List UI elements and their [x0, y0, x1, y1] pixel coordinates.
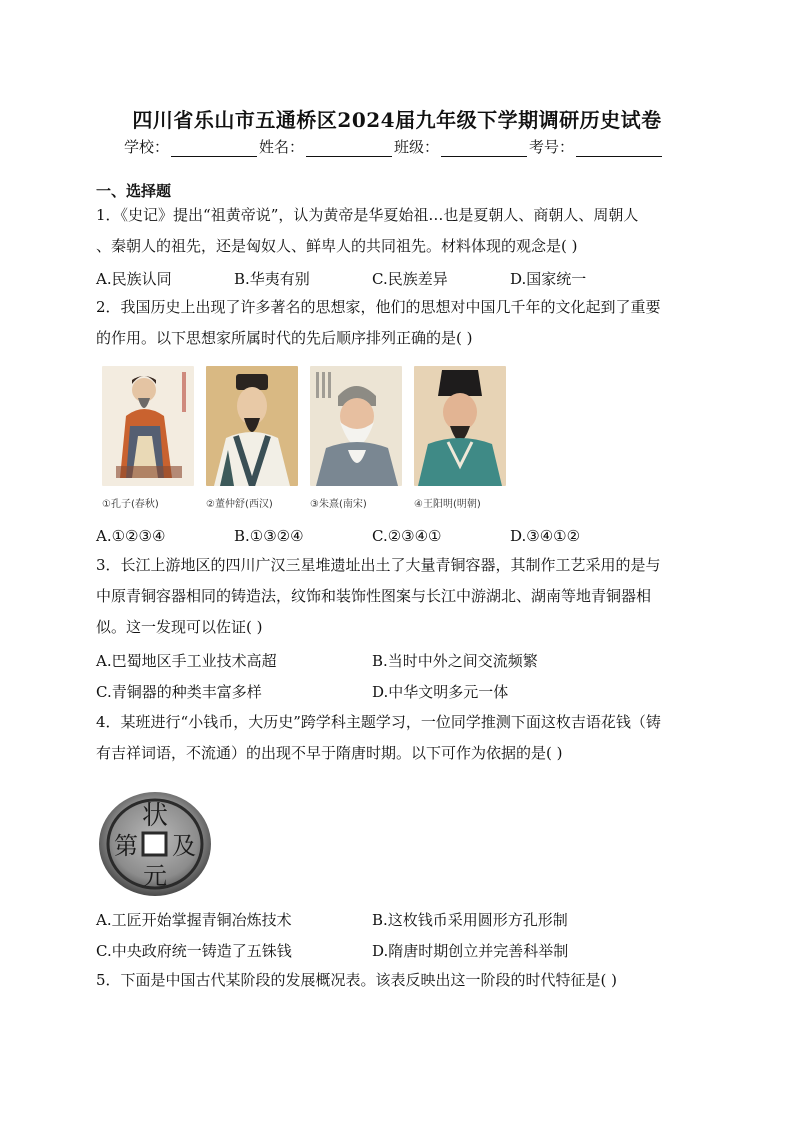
coin-char-left: 第: [114, 832, 138, 860]
option-c[interactable]: C.民族差异: [372, 270, 448, 288]
option-c[interactable]: C.②③④①: [372, 527, 442, 545]
question-3-options-row-2: [96, 681, 706, 702]
option-b[interactable]: B.①③②④: [234, 527, 304, 545]
question-line: 3．长江上游地区的四川广汉三星堆遗址出土了大量青铜容器，其制作工艺采用的是与: [96, 556, 661, 574]
question-2-stem: [96, 292, 706, 354]
question-line: 有吉祥词语，不流通）的出现不早于隋唐时期。以下可作为依据的是( ): [96, 744, 563, 762]
portrait-caption: ④王阳明(明朝): [414, 499, 481, 510]
class-blank[interactable]: [441, 141, 527, 157]
question-line: 5．下面是中国古代某阶段的发展概况表。该表反映出这一阶段的时代特征是( ): [96, 971, 618, 989]
option-d[interactable]: D.隋唐时期创立并完善科举制: [372, 942, 569, 960]
student-info-row: [124, 136, 664, 157]
coin-char-right: 及: [172, 832, 196, 860]
question-line: 4．某班进行“小钱币，大历史”跨学科主题学习，一位同学推测下面这枚吉语花钱（铸: [96, 713, 661, 731]
question-1-stem: [96, 200, 706, 262]
option-d[interactable]: D.③④①②: [510, 527, 581, 545]
option-b[interactable]: B.这枚钱币采用圆形方孔形制: [372, 911, 568, 929]
exam-number-blank[interactable]: [576, 141, 662, 157]
question-line: 中原青铜容器相同的铸造法，纹饰和装饰性图案与长江中游湖北、湖南等地青铜器相: [96, 587, 652, 605]
option-c[interactable]: C.青铜器的种类丰富多样: [96, 683, 262, 701]
coin-char-top: 状: [141, 801, 169, 831]
option-b[interactable]: B.当时中外之间交流频繁: [372, 652, 538, 670]
school-label: 学校：: [124, 138, 170, 156]
question-5-stem: [96, 965, 706, 996]
option-b[interactable]: B.华夷有别: [234, 270, 310, 288]
question-2-options: [96, 527, 706, 545]
option-c[interactable]: C.中央政府统一铸造了五铢钱: [96, 942, 292, 960]
section-heading: 一、选择题: [96, 182, 172, 200]
name-blank[interactable]: [306, 141, 392, 157]
option-a[interactable]: A.民族认同: [96, 270, 172, 288]
coin-char-bottom: 元: [143, 862, 167, 890]
class-label: 班级：: [394, 138, 440, 156]
exam-number-label: 考号：: [529, 138, 575, 156]
portrait-caption: ②董仲舒(西汉): [206, 499, 273, 510]
portrait-wang-yangming: [414, 366, 518, 510]
question-1-options: [96, 268, 706, 289]
question-3-stem: [96, 550, 706, 643]
question-3-options-row-1: [96, 650, 706, 671]
option-d[interactable]: D.中华文明多元一体: [372, 683, 509, 701]
option-a[interactable]: A.巴蜀地区手工业技术高超: [96, 652, 277, 670]
option-d[interactable]: D.国家统一: [510, 270, 587, 288]
thinker-portraits: [102, 366, 518, 510]
portrait-confucius: [102, 366, 206, 510]
portrait-caption: ③朱熹(南宋): [310, 499, 367, 510]
portrait-zhu-xi: [310, 366, 414, 510]
question-4-options-row-1: [96, 909, 706, 930]
option-a[interactable]: A.工匠开始掌握青铜冶炼技术: [96, 911, 292, 929]
question-4-options-row-2: [96, 940, 706, 961]
option-a[interactable]: A.①②③④: [96, 527, 166, 545]
wang-yangming-portrait-image: [414, 366, 506, 486]
question-line: 似。这一发现可以佐证( ): [96, 618, 263, 636]
school-blank[interactable]: [171, 141, 257, 157]
auspicious-coin-image: [96, 790, 214, 898]
question-line: 的作用。以下思想家所属时代的先后顺序排列正确的是( ): [96, 329, 473, 347]
portrait-dong-zhongshu: [206, 366, 310, 510]
confucius-portrait-image: [102, 366, 194, 486]
question-line: 1．《史记》提出“祖黄帝说”，认为黄帝是华夏始祖…也是夏朝人、商朝人、周朝人: [96, 206, 639, 224]
question-4-stem: [96, 707, 706, 769]
question-line: 、秦朝人的祖先，还是匈奴人、鲜卑人的共同祖先。材料体现的观念是( ): [96, 237, 578, 255]
question-line: 2．我国历史上出现了许多著名的思想家，他们的思想对中国几千年的文化起到了重要: [96, 298, 661, 316]
dong-zhongshu-portrait-image: [206, 366, 298, 486]
exam-title: 四川省乐山市五通桥区2024届九年级下学期调研历史试卷: [132, 108, 662, 132]
portrait-caption: ①孔子(春秋): [102, 499, 159, 510]
zhu-xi-portrait-image: [310, 366, 402, 486]
name-label: 姓名：: [259, 138, 305, 156]
